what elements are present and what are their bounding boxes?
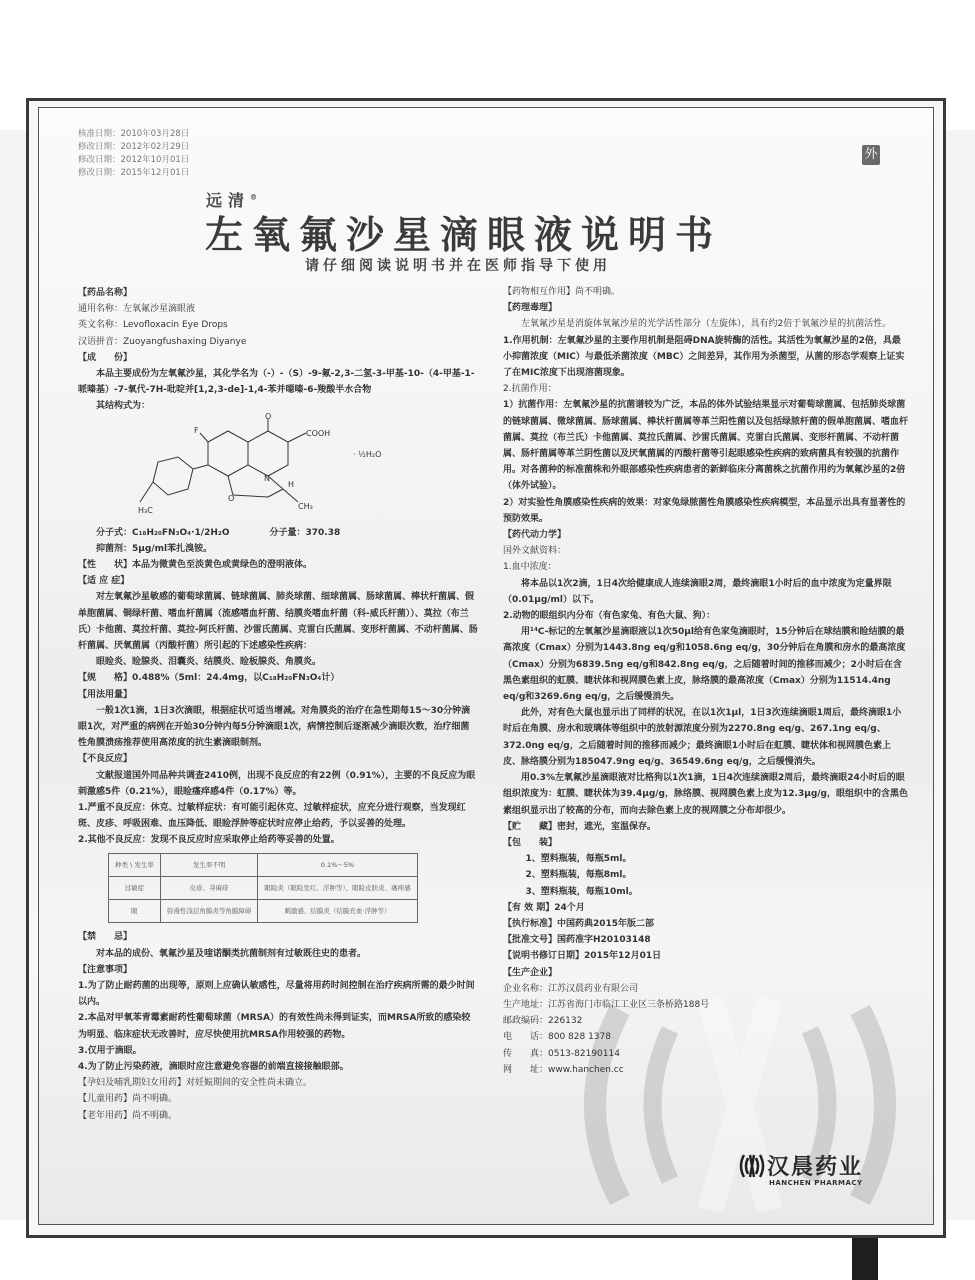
pharmacology-antibacterial-text: 1）抗菌作用：左氧氟沙星的抗菌谱较为广泛，本品的体外试验结果显示对葡萄球菌属、包括肺炎球菌的链球菌属、微球菌属、肠球菌属、棒状杆菌属等革兰阳性菌以及包括绿脓杆菌的假单胞菌属、嗜血杆菌属、莫拉（布兰氏）卡他菌属、莫拉氏菌属、沙雷氏菌属、克雷白氏菌属、变形杆菌属、不动杆菌属、肠杆菌属等革兰阴性菌以及厌氧菌属的丙酸杆菌等引起眼感染性疾病的致病菌具有较强的抗菌作用。对各菌种的标准菌株和外眼部感染性疾病患者的新鲜临床分离菌株之抗菌作用约为氧氟沙星的2倍（体外试验）。 [503, 400, 909, 492]
section-adverse-heading: 【不良反应】 [78, 754, 133, 765]
section-contraindications-heading: 【禁 忌】 [78, 932, 133, 943]
section-pharmacology-heading: 【药理毒理】 [503, 303, 558, 314]
table-header-row [109, 853, 418, 876]
validity: 【有 效 期】24个月 [503, 902, 585, 913]
molecular-formula-row [78, 525, 478, 541]
logo-chinese-name: 汉晨药业 [767, 1155, 864, 1180]
levofloxacin-structure-icon [138, 411, 398, 523]
date-revised-3: 修改日期：2015年12月01日 [78, 168, 190, 178]
table-cell: 眼睑炎（眼睑发红、浮肿等）、眼睑皮肤炎、瘙痒感 [258, 876, 417, 899]
section-manufacturer-heading: 【生产企业】 [503, 967, 558, 978]
section-spec-heading: 【规 格】 [78, 673, 133, 684]
table-row [109, 900, 418, 923]
adverse-reaction-table [108, 853, 418, 924]
section-usage-heading: 【用法用量】 [78, 689, 133, 700]
structure-label: 其结构式为： [96, 401, 151, 412]
atom-n: N [264, 473, 270, 483]
date-revised-1: 修改日期：2012年02月29日 [78, 142, 190, 152]
pinyin-name: 汉语拼音：Zuoyangfushaxing Diyanye [78, 336, 247, 347]
date-revised-2: 修改日期：2012年10月01日 [78, 155, 190, 165]
section-package-heading: 【包 装】 [503, 837, 558, 848]
pharmacology-mechanism: 1.作用机制：左氧氟沙星的主要作用机制是阻碍DNA旋转酶的活性。其活性为氧氟沙星的2倍，具最小抑菌浓度（MIC）与最低杀菌浓度（MBC）之间差异，其作用为杀菌型，从菌的形态学观察上证实了在MIC浓度下出现溶菌现象。 [503, 335, 905, 379]
left-column [78, 285, 478, 1124]
group-cooh: COOH [306, 428, 331, 438]
group-ch3: CH₃ [298, 501, 313, 511]
revision-dates [78, 128, 189, 180]
storage: 【贮 藏】密封，遮光，室温保存。 [503, 821, 657, 832]
document-subtitle: 请仔细阅读说明书并在医师指导下使用 [305, 258, 611, 274]
indications-list: 眼睑炎、睑腺炎、泪囊炎、结膜炎、睑板腺炎、角膜炎。 [96, 657, 322, 668]
section-ingredients-heading: 【成 份】 [78, 352, 133, 363]
document-title: 左氧氟沙星滴眼液说明书 [205, 212, 723, 257]
date-approved: 核准日期：2010年03月28日 [78, 129, 190, 139]
atom-o-top: O [265, 411, 272, 421]
company-address: 生产地址：江苏省海门市临江工业区三条桥路188号 [503, 999, 710, 1010]
standard: 【执行标准】中国药典2015年版二部 [503, 918, 655, 929]
hydrate: · ½H₂O [353, 449, 382, 459]
section-character-heading: 【性 状】 [78, 560, 133, 571]
adverse-item-2: 2.其他不良反应：发现不良反应时应采取停止给药等妥善的处置。 [78, 835, 340, 846]
pharmacology-antibacterial-heading: 2.抗菌作用： [503, 384, 557, 395]
table-row [109, 876, 418, 899]
atom-h: H [288, 479, 295, 489]
pk-tissue-rat: 此外，对有色大鼠也显示出了同样的状况，在以1次1μl，1日3次连续滴眼1周后，最终滴眼1小时后在角膜、房水和玻璃体等组织中的放射源浓度分别为2270.8ng eq/g、267.1ng eq/g、372.0ng eq/g，之后随着时间的推移而减少；最终滴眼1小时后在虹膜、睫状体和视网膜色素上皮、脉络膜分别为185047.9ng eq/g、36549.6ng eq/g，之后缓慢消失。 [503, 708, 902, 767]
elderly-use: 【老年用药】尚不明确。 [78, 1110, 178, 1121]
pk-tissue-dog: 用0.3%左氧氟沙星滴眼液对比格狗以1次1滴，1日4次连续滴眼2周后，最终滴眼24小时后的眼组织浓度为：虹膜、睫状体为39.4μg/g，脉络膜、视网膜色素上皮为12.3μg/g，眼组织中的含黑色素组织显示出了较高的分布，而向去除色素上皮的视网膜之分布却很少。 [503, 773, 909, 816]
chemical-structure [78, 411, 478, 523]
company-logo [737, 1150, 863, 1187]
section-drug-name-heading: 【药品名称】 [78, 288, 133, 298]
molecular-weight: 分子量：370.38 [269, 527, 341, 538]
pk-tissue-rabbit: 用¹⁴C-标记的左氧氟沙星滴眼液以1次50μl给有色家兔滴眼时，15分钟后在球结膜和睑结膜的最高浓度（Cmax）分别为1443.8ng eq/g和1058.6ng eq/g，30分钟后在角膜和房水的最高浓度（Cmax）分别为6839.5ng eq/g和842.8ng eq/g，之后随着时间的推移而减少；2小时后在含黑色素组织的虹膜、睫状体和视网膜色素上皮，脉络膜的最高浓度（Cmax）分别为11514.4ng eq/g和3269.6ng eq/g，之后缓慢消失。 [503, 627, 906, 703]
package-item-2: 2、塑料瓶装，每瓶8ml。 [525, 870, 632, 881]
website: 网 址：www.hanchen.cc [503, 1064, 624, 1075]
package-item-1: 1、塑料瓶装，每瓶5ml。 [525, 854, 632, 865]
caution-item-2: 2.本品对甲氧苯青霉素耐药性葡萄球菌（MRSA）的有效性尚未得到证实，而MRSA所致的感染较为明显、临床症状无改善时，应尽快使用抗MRSA作用较强的药物。 [78, 1013, 471, 1040]
adverse-item-1: 1.严重不良反应：休克、过敏样症状：有可能引起休克、过敏样症状，应充分进行观察，当发现红斑、皮疹、呼吸困难、血压降低、眼睑浮肿等症状时应停止给药，予以妥善的处理。 [78, 803, 466, 830]
atom-o: O [228, 493, 235, 503]
caution-item-3: 3.仅用于滴眼。 [78, 1045, 142, 1056]
adverse-text: 文献报道国外同品种共调查2410例，出现不良反应的有22例（0.91%），主要的不良反应为眼刺激感5件（0.21%），眼睑瘙痒感4件（0.17%）等。 [78, 770, 476, 797]
excipient: 抑菌剂：5μg/ml苯扎溴铵。 [96, 543, 213, 554]
pk-tissue-heading: 2.动物的眼组织内分布（有色家兔、有色大鼠、狗）： [503, 611, 716, 622]
logo-english-name: HANCHEN PHARMACY [769, 1179, 863, 1187]
table-cell: 眼 [109, 900, 161, 923]
molecular-formula: 分子式：C₁₈H₂₀FN₃O₄·1/2H₂O [96, 527, 230, 538]
registered-mark: ® [250, 192, 264, 202]
spec-row [78, 670, 478, 686]
contraindications-text: 对本品的成份、氧氟沙星及喹诺酮类抗菌制剂有过敏既往史的患者。 [96, 948, 367, 959]
phone: 电 话：800 828 1378 [503, 1032, 611, 1043]
pharmacology-experimental-effect: 2）对实验性角膜感染性疾病的效果：对家兔绿脓菌性角膜感染性疾病模型，本品显示出具有显著性的预防效果。 [503, 497, 906, 524]
children-use: 【儿童用药】尚不明确。 [78, 1094, 178, 1105]
section-cautions-heading: 【注意事项】 [78, 964, 133, 975]
fax: 传 真：0513-82190114 [503, 1048, 620, 1059]
right-column [503, 284, 908, 1078]
caution-item-1: 1.为了防止耐药菌的出现等，原则上应确认敏感性，尽量将用药时间控制在治疗疾病所需的最少时间以内。 [78, 980, 475, 1008]
table-cell: 过敏症 [109, 876, 161, 899]
atom-f: F [194, 425, 199, 435]
pk-blood-heading: 1.血中浓度： [503, 562, 557, 573]
table-cell: 弥漫性浅层角膜炎等角膜障碍 [160, 900, 258, 923]
english-name: 英文名称：Levofloxacin Eye Drops [78, 320, 228, 331]
table-cell: 皮疹、荨麻疹 [160, 876, 258, 899]
approval-number: 【批准文号】国药准字H20103148 [503, 935, 651, 946]
brand-text: 远清 [206, 191, 251, 210]
binder-tab [852, 1238, 878, 1280]
section-pharmacokinetics-heading: 【药代动力学】 [503, 530, 567, 541]
revision-date: 【说明书修订日期】2015年12月01日 [503, 951, 662, 962]
hanchen-logo-icon [737, 1152, 767, 1180]
usage-text: 一般1次1滴，1日3次滴眼，根据症状可适当增减。对角膜炎的治疗在急性期每15～30分钟滴眼1次，对严重的病例在开始30分钟内每5分钟滴眼1次，病情控制后逐渐减少滴眼次数，治疗细菌性角膜溃疡推荐使用高浓度的抗生素滴眼制剂。 [78, 705, 471, 749]
section-indications-heading: 【适 应 症】 [78, 576, 130, 587]
generic-name: 通用名称：左氧氟沙星滴眼液 [78, 304, 196, 315]
pk-source: 国外文献资料： [503, 546, 567, 557]
table-header-cell: 发生率不明 [160, 853, 258, 876]
company-name: 企业名称：江苏汉晨药业有限公司 [503, 983, 639, 994]
drug-interaction: 【药物相互作用】尚不明确。 [503, 287, 621, 297]
group-h3c: H₃C [138, 505, 153, 515]
spec-text: 0.488%（5ml：24.4mg，以C₁₈H₂₀FN₃O₄计） [132, 673, 340, 684]
pk-blood-text: 将本品以1次2滴，1日4次给健康成人连续滴眼2周，最终滴眼1小时后的血中浓度为定量界限（0.01μg/ml）以下。 [503, 578, 892, 605]
character-text: 本品为微黄色至淡黄色或黄绿色的澄明液体。 [132, 560, 313, 571]
table-cell: 刺激感、结膜炎（结膜充血·浮肿等） [258, 900, 417, 923]
otc-external-badge: 外 [862, 145, 880, 165]
pharmacology-intro: 左氧氟沙星是消旋体氧氟沙星的光学活性部分（左旋体），具有约2倍于氧氟沙星的抗菌活性。 [521, 319, 892, 330]
package-item-3: 3、塑料瓶装，每瓶10ml。 [525, 886, 638, 897]
postcode: 邮政编码：226132 [503, 1016, 583, 1027]
indications-text: 对左氧氟沙星敏感的葡萄球菌属、链球菌属、肺炎球菌、细球菌属、肠球菌属、棒状杆菌属、假单胞菌属、铜绿杆菌、嗜血杆菌属（流感嗜血杆菌、结膜炎嗜血杆菌（科-威氏杆菌））、莫拉（布兰氏）卡他菌、莫拉杆菌、莫拉-阿氏杆菌、沙雷氏菌属、克雷白氏菌属、变形杆菌属、不动杆菌属、肠杆菌属、厌氧菌属（丙酸杆菌）所引起的下述感染性疾病： [78, 592, 478, 652]
pregnancy-use: 【孕妇及哺乳期妇女用药】对妊娠期间的安全性尚未确立。 [78, 1078, 313, 1089]
table-header-cell: 0.1%～5% [258, 853, 417, 876]
ingredients-text: 本品主要成份为左氧氟沙星，其化学名为（-）-（S）-9-氟-2,3-二氢-3-甲基-10-（4-甲基-1-哌嗪基）-7-氧代-7H-吡啶并[1,2,3-de]-1,4-苯并噁嗪-6-羧酸半水合物 [78, 369, 475, 396]
caution-item-4: 4.为了防止污染药液，滴眼时应注意避免容器的前端直接接触眼部。 [78, 1061, 349, 1072]
character-row [78, 557, 478, 573]
table-header-cell: 种类 \ 发生率 [109, 853, 161, 876]
